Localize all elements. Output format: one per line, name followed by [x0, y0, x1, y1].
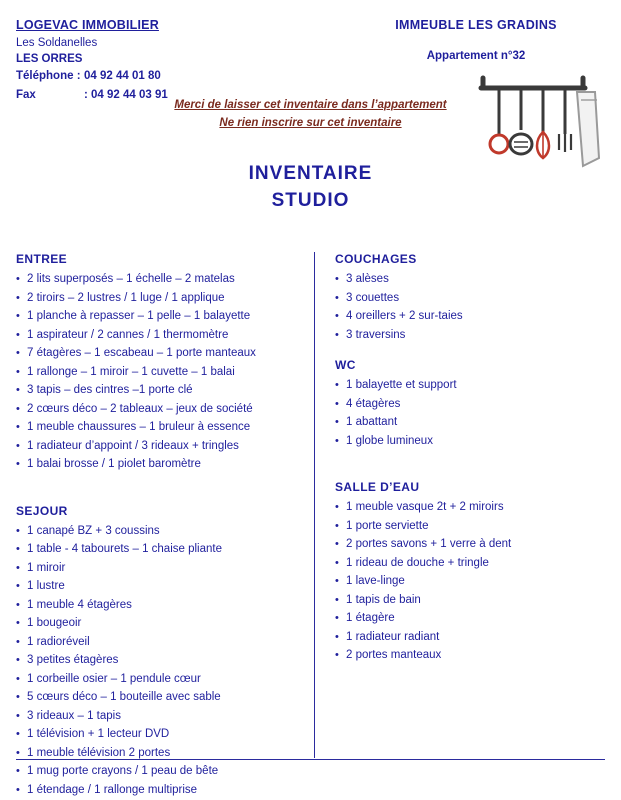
section-title-entree: ENTREE [16, 252, 68, 266]
list-item: • 1 tapis de bain [335, 591, 605, 610]
agency-address: Les Soldanelles [16, 37, 98, 49]
list-item: • 1 abattant [335, 413, 605, 432]
section-title-sejour: SEJOUR [16, 503, 68, 518]
list-item: • 1 canapé BZ + 3 coussins [16, 522, 302, 541]
item-list-couchages [335, 270, 605, 344]
list-item: • 1 aspirateur / 2 cannes / 1 thermomètre [16, 326, 302, 345]
list-item: • 1 miroir [16, 559, 302, 578]
notice-line-1: Merci de laisser cet inventaire dans l’appartement [174, 99, 447, 111]
list-item: • 5 cœurs déco – 1 bouteille avec sable [16, 688, 302, 707]
list-item: • 1 étagère [335, 609, 605, 628]
list-item: • 1 radiateur d’appoint / 3 rideaux + tringles [16, 437, 302, 456]
section-spacer [16, 488, 302, 504]
agency-city: LES ORRES [16, 53, 83, 65]
agency-phone-label: Téléphone : [16, 70, 81, 82]
list-item: • 1 mug porte crayons / 1 peau de bête [16, 762, 302, 781]
page-title-line-2: STUDIO [271, 190, 350, 211]
item-list-salle-deau [335, 498, 605, 665]
item-list-wc [335, 376, 605, 450]
list-item: • 2 tiroirs – 2 lustres / 1 luge / 1 applique [16, 289, 302, 308]
list-item: • 1 porte serviette [335, 517, 605, 536]
inventory-right-column [314, 252, 605, 758]
section-entree [16, 252, 302, 474]
list-item: • 1 étendage / 1 rallonge multiprise [16, 781, 302, 800]
kitchen-utensils-rack-icon [473, 72, 603, 182]
list-item: • 4 oreillers + 2 sur-taies [335, 307, 605, 326]
list-item: • 1 corbeille osier – 1 pendule cœur [16, 670, 302, 689]
list-item: • 1 bougeoir [16, 614, 302, 633]
agency-fax-value: 04 92 44 03 91 [91, 89, 168, 101]
section-couchages [335, 252, 605, 344]
list-item: • 3 couettes [335, 289, 605, 308]
list-item: • 3 traversins [335, 326, 605, 345]
list-item: • 4 étagères [335, 395, 605, 414]
list-item: • 3 rideaux – 1 tapis [16, 707, 302, 726]
section-sejour [16, 504, 302, 800]
section-title-couchages: COUCHAGES [335, 252, 417, 266]
page-title-line-1: INVENTAIRE [248, 163, 373, 184]
section-title-salle-deau: SALLE D’EAU [335, 480, 420, 494]
section-salle-deau [335, 480, 605, 665]
item-list-sejour [16, 522, 302, 800]
apartment-number: Appartement n°32 [426, 50, 526, 62]
list-item: • 1 télévision + 1 lecteur DVD [16, 725, 302, 744]
list-item: • 1 radioréveil [16, 633, 302, 652]
building-block [346, 18, 606, 62]
list-item: • 7 étagères – 1 escabeau – 1 porte manteaux [16, 344, 302, 363]
bottom-divider [16, 759, 605, 760]
inventory-columns [16, 252, 605, 796]
section-wc [335, 358, 605, 450]
list-item: • 1 meuble chaussures – 1 bruleur à essence [16, 418, 302, 437]
list-item: • 2 cœurs déco – 2 tableaux – jeux de société [16, 400, 302, 419]
list-item: • 1 meuble 4 étagères [16, 596, 302, 615]
building-name: IMMEUBLE LES GRADINS [395, 18, 557, 32]
notice-line-2: Ne rien inscrire sur cet inventaire [219, 117, 402, 129]
list-item: • 1 meuble télévision 2 portes [16, 744, 302, 763]
list-item: • 2 portes manteaux [335, 646, 605, 665]
list-item: • 1 radiateur radiant [335, 628, 605, 647]
list-item: • 1 lave-linge [335, 572, 605, 591]
list-item: • 3 tapis – des cintres –1 porte clé [16, 381, 302, 400]
section-spacer [335, 464, 605, 480]
list-item: • 2 lits superposés – 1 échelle – 2 matelas [16, 270, 302, 289]
list-item: • 1 balai brosse / 1 piolet baromètre [16, 455, 302, 474]
inventory-left-column [16, 252, 314, 796]
agency-fax-colon: : [84, 89, 92, 101]
list-item: • 1 table - 4 tabourets – 1 chaise pliante [16, 540, 302, 559]
list-item: • 3 petites étagères [16, 651, 302, 670]
list-item: • 1 lustre [16, 577, 302, 596]
agency-name: LOGEVAC IMMOBILIER [16, 18, 159, 32]
list-item: • 1 globe lumineux [335, 432, 605, 451]
section-title-wc: WC [335, 358, 356, 372]
list-item: • 1 rallonge – 1 miroir – 1 cuvette – 1 balai [16, 363, 302, 382]
list-item: • 1 planche à repasser – 1 pelle – 1 balayette [16, 307, 302, 326]
list-item: • 1 balayette et support [335, 376, 605, 395]
list-item: • 2 portes savons + 1 verre à dent [335, 535, 605, 554]
agency-fax-label: Fax [16, 89, 36, 101]
agency-block [16, 18, 316, 105]
item-list-entree [16, 270, 302, 474]
agency-phone-value: 04 92 44 01 80 [84, 70, 161, 82]
list-item: • 1 meuble vasque 2t + 2 miroirs [335, 498, 605, 517]
list-item: • 3 alèses [335, 270, 605, 289]
list-item: • 1 rideau de douche + tringle [335, 554, 605, 573]
agency-phone [16, 67, 316, 86]
